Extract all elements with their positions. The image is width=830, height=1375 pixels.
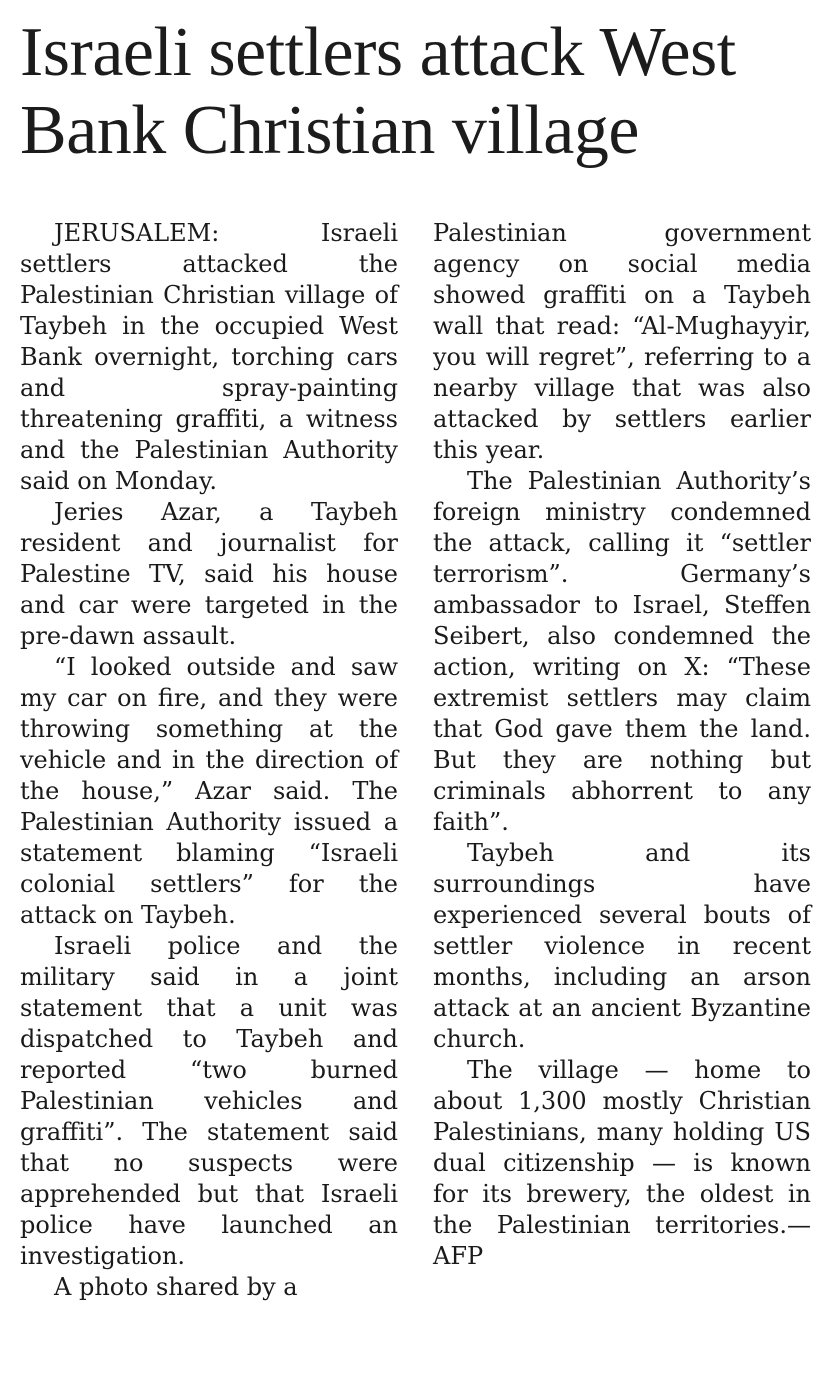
- paragraph: A photo shared by a: [54, 1273, 298, 1301]
- paragraph: The Palestinian Authority’s foreign ministry condemned the attack, calling it “settler terrorism”. Germany’s ambassador to Israel, Steffen Seibert, also condemned the action, writing on X: “These extremist settlers may claim that God gave them the land. But they are nothing but criminals abhorrent to any faith”.: [433, 467, 811, 836]
- paragraph: The village — home to about 1,300 mostly Christian Palestinians, many holding US dual citizenship — is known for its brewery, the oldest in the Palestinian territories.—AFP: [433, 1056, 811, 1270]
- paragraph: Jeries Azar, a Taybeh resident and journalist for Palestine TV, said his house and car were targeted in the pre-dawn assault.: [20, 498, 398, 650]
- article-column-left: [20, 218, 398, 1303]
- paragraph: JERUSALEM: Israeli settlers attacked the Palestinian Christian village of Taybeh in the occupied West Bank overnight, torching cars and spray-painting threatening graffiti, a witness and the Palestinian Authority said on Monday.: [20, 219, 398, 495]
- paragraph: “I looked outside and saw my car on fire, and they were throwing something at the vehicle and in the direction of the house,” Azar said. The Palestinian Authority issued a statement blaming “Israeli colonial settlers” for the attack on Taybeh.: [20, 653, 398, 929]
- paragraph: Taybeh and its surroundings have experienced several bouts of settler violence in recent months, including an arson attack at an ancient Byzantine church.: [433, 839, 811, 1053]
- article-column-right: [433, 218, 811, 1272]
- paragraph: Israeli police and the military said in a joint statement that a unit was dispatched to Taybeh and reported “two burned Palestinian vehicles and graffiti”. The statement said that no suspects were apprehended but that Israeli police have launched an investigation.: [20, 932, 398, 1270]
- headline: Israeli settlers attack West Bank Christian village: [20, 14, 736, 169]
- paragraph-continued: Palestinian government agency on social media showed graffiti on a Taybeh wall that read: “Al-Mughayyir, you will regret”, referring to a nearby village that was also attacked by settlers earlier this year.: [433, 219, 811, 464]
